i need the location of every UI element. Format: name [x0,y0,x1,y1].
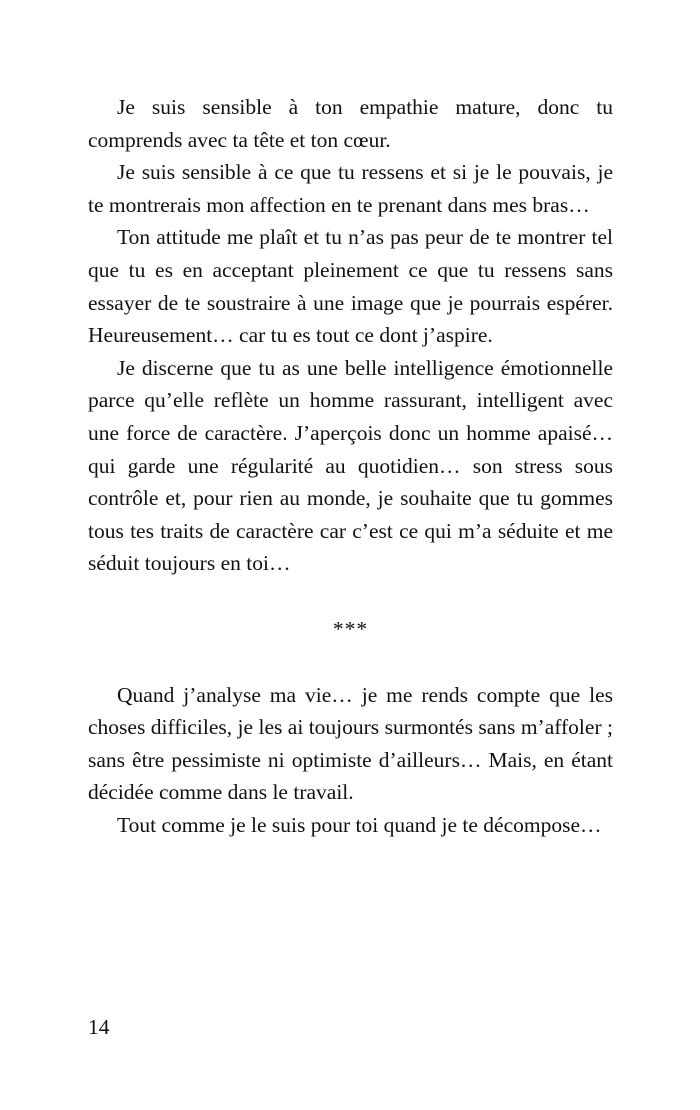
paragraph-empathie: Je suis sensible à ton empathie mature, donc tu comprends avec ta tête et ton cœur. [88,95,613,152]
paragraph-ressens: Je suis sensible à ce que tu ressens et si je le pouvais, je te montrerais mon affection en te prenant dans mes bras… [88,160,613,217]
paragraph-analyse: Quand j’analyse ma vie… je me rends compte que les choses difficiles, je les ai toujours surmontés sans m’affoler ; sans être pessimiste ni optimiste d’ailleurs… Mais, en étant décidée comme dans le travail. [88,682,613,805]
page-body [88,91,613,841]
paragraph-intelligence: Je discerne que tu as une belle intelligence émotionnelle parce qu’elle reflète un homme rassurant, intelligent avec une force de caractère. J’aperçois donc un homme apaisé… qui garde une régularité au quotidien… son stress sous contrôle et, pour rien au monde, je souhaite que tu gommes tous tes traits de caractère car c’est ce qui m’a séduite et me séduit toujours en toi… [88,355,613,576]
section-separator: *** [332,616,369,641]
page-number: 14 [88,1015,110,1039]
paragraph-decompose: Tout comme je le suis pour toi quand je te décompose… [117,812,602,837]
paragraph-attitude: Ton attitude me plaît et tu n’as pas peur de te montrer tel que tu es en acceptant pleinement ce que tu ressens sans essayer de te soustraire à une image que je pourrais espérer. Heureusement… car tu es tout ce dont j’aspire. [88,225,613,348]
